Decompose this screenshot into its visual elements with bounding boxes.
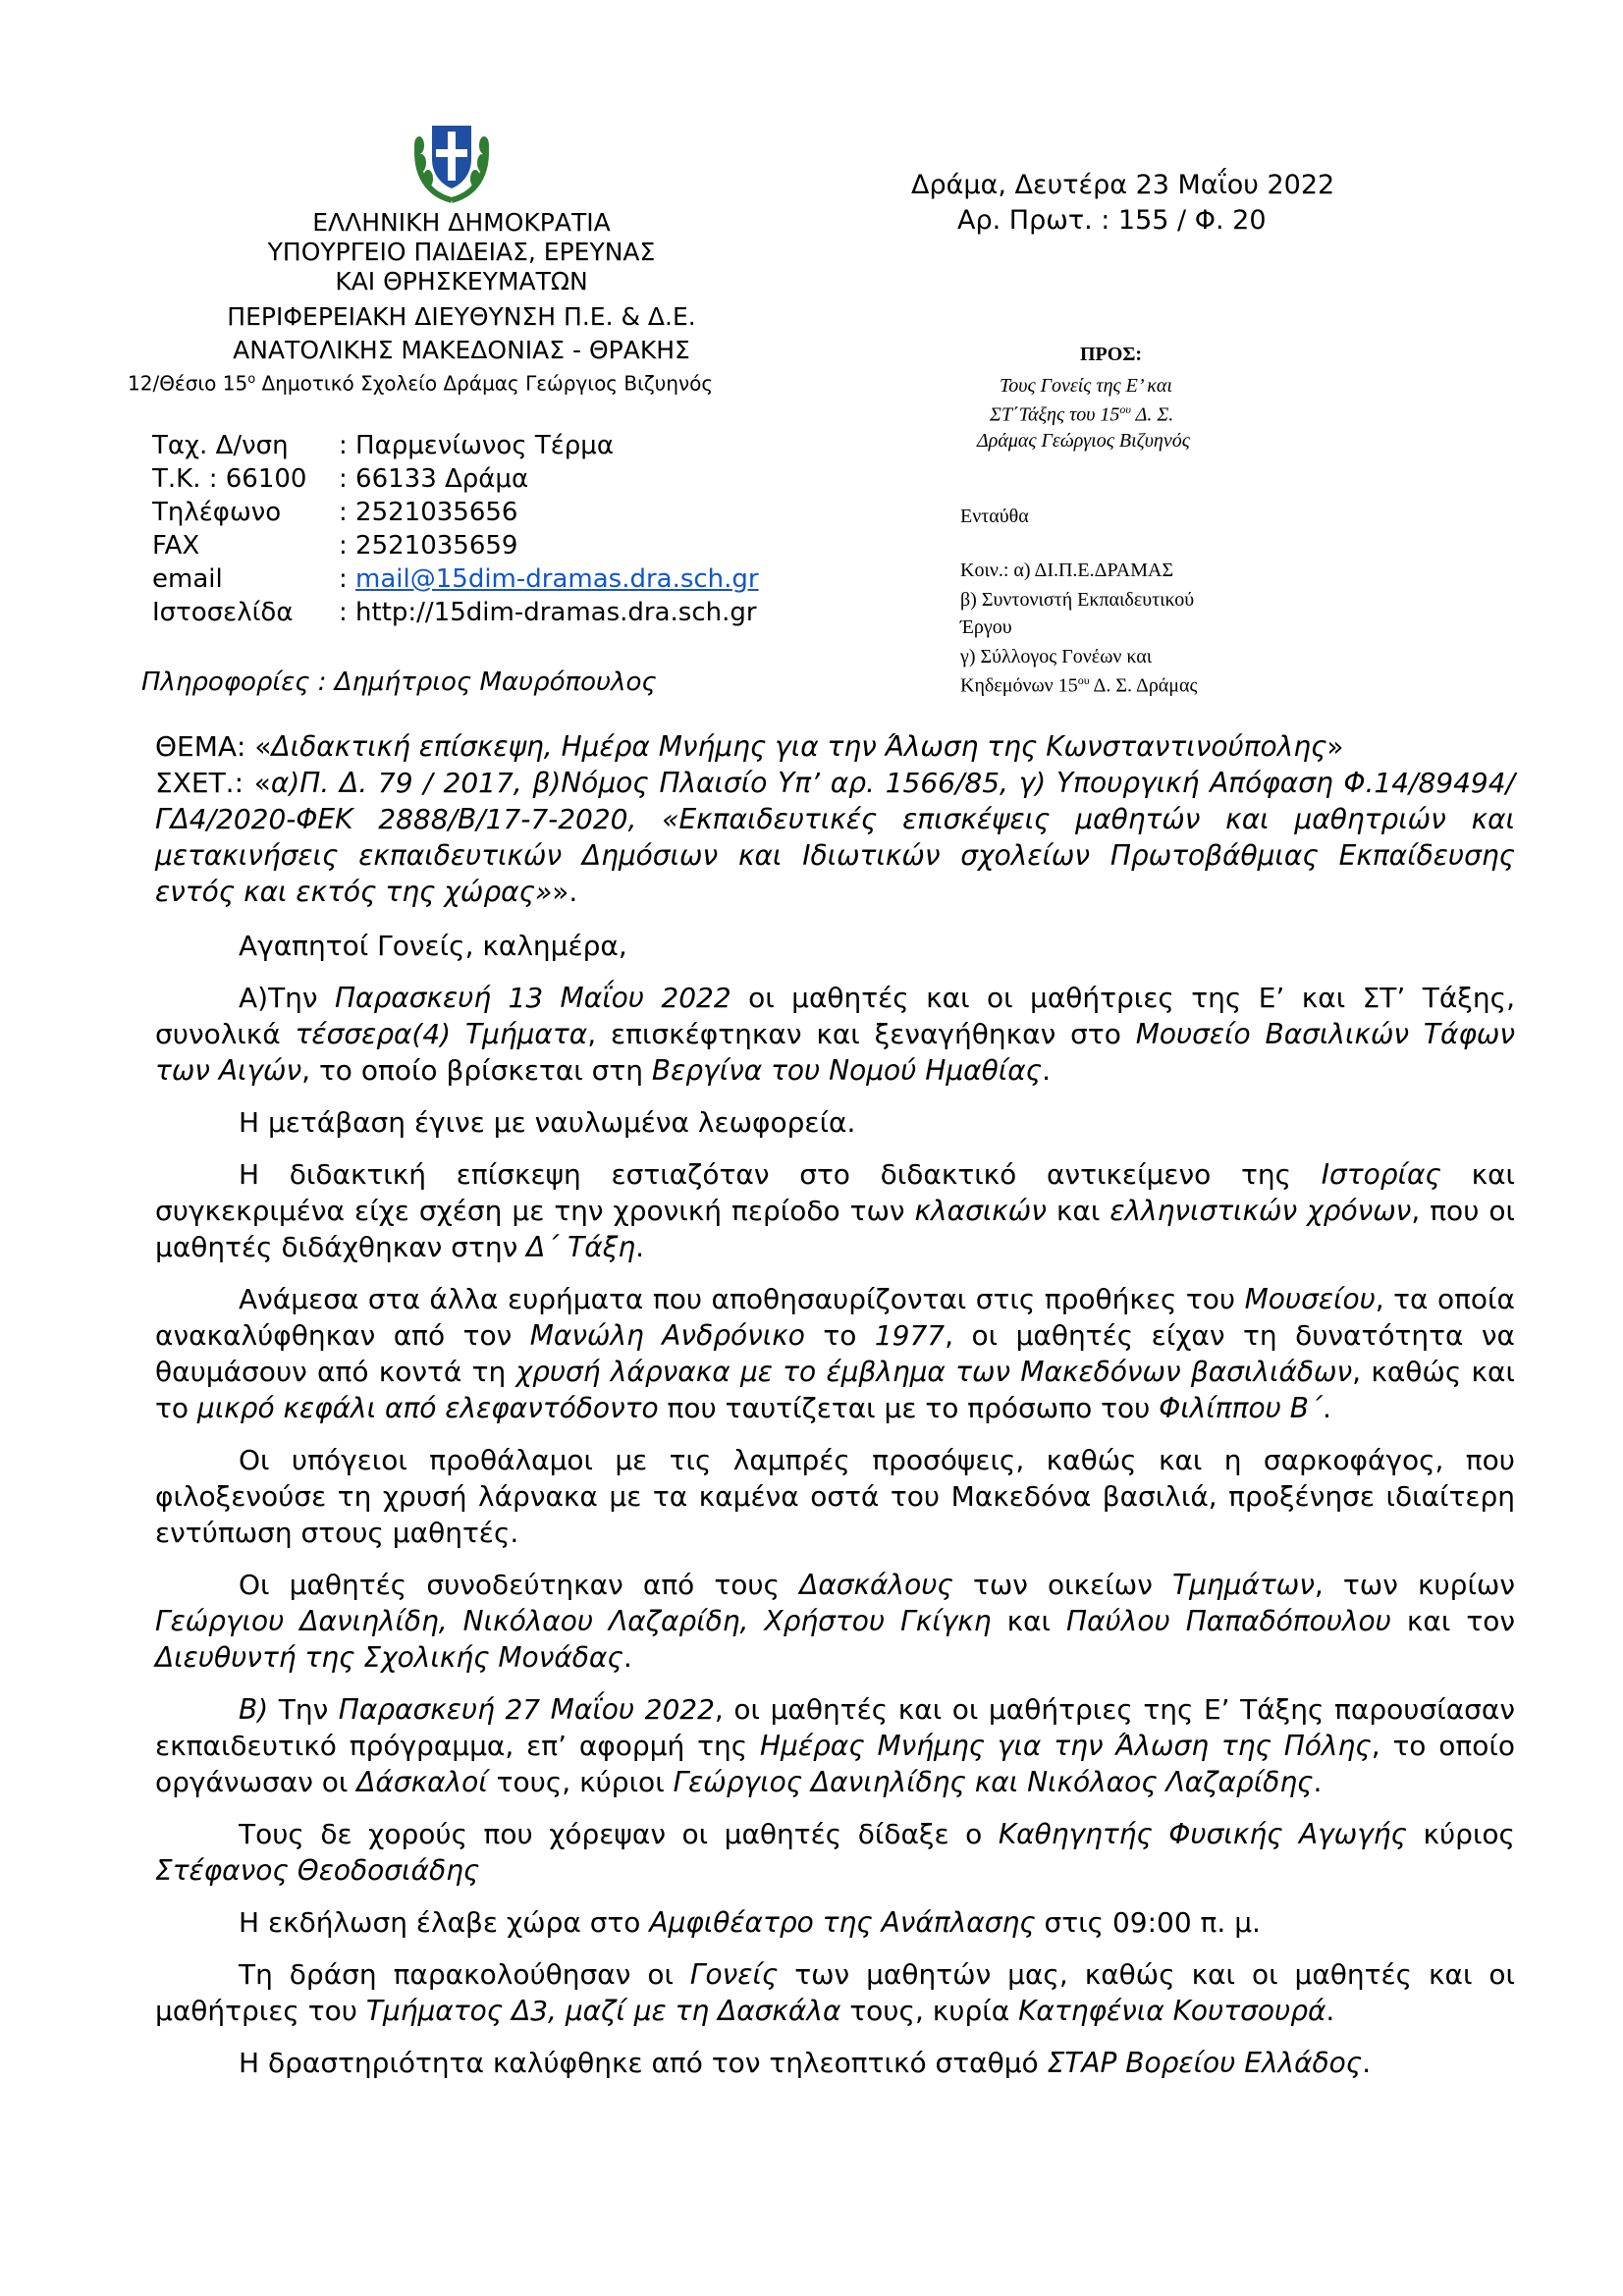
school-name: 12/Θέσιο $15^o$ Δημοτικό Σχολείο Δράμας Γεώργιος Βιζυηνός: [128, 371, 714, 396]
cc-line-5: Κηδεμόνων $15^{o\upsilon}$ Δ. Σ. Δράμας: [960, 673, 1198, 697]
info-line: Πληροφορίες : Δημήτριος Μαυρόπουλος: [141, 667, 657, 697]
cc-line-3: Έργου: [960, 616, 1012, 638]
cc-line-4: γ) Σύλλογος Γονέων και: [960, 646, 1153, 667]
paragraph-5: Οι υπόγειοι προθάλαμοι με τις λαμπρές προσόψεις, καθώς και η σαρκοφάγος, που φιλοξενούσε τη χρυσή λάρνακα με τα καμένα οστά του Μακεδόνα βασιλιά, προξένησε ιδιαίτερη εντύπωση στους μαθητές.: [155, 1444, 1515, 1549]
paragraph-11: Η δραστηριότητα καλύφθηκε από τον τηλεοπτικό σταθμό ΣΤΑΡ Βορείου Ελλάδος.: [239, 2047, 1372, 2079]
paragraph-8: Τους δε χορούς που χόρεψαν οι μαθητές δίδαξε ο Καθηγητής Φυσικής Αγωγής κύριος Στέφανος Θεοδοσιάδης: [155, 1818, 1515, 1887]
reference-line: ΣΧΕΤ.: «α)Π. Δ. 79 / 2017, β)Νόμος Πλαισίο Υπ’ αρ. 1566/85, γ) Υπουργική Απόφαση Φ.14/89494/ΓΔ4/2020-ΦΕΚ 2888/Β/17-7-2020, «Εκπαιδευτικές επισκέψεις μαθητών και μαθητριών και μετακινήσεις εκπαιδευτικών Δημόσιων και Ιδιωτικών σχολείων Πρωτοβάθμιας Εκπαίδευσης εντός και εκτός της χώρας»».: [155, 767, 1515, 908]
header-line-4: ΠΕΡΙΦΕΡΕΙΑΚΗ ΔΙΕΥΘΥΝΣΗ Π.Ε. & Δ.Ε.: [227, 302, 696, 331]
address-row: Ιστοσελίδα : http://15dim-dramas.dra.sch.gr: [152, 598, 757, 627]
paragraph-1: Α)Την Παρασκευή 13 Μαΐου 2022 οι μαθητές και οι μαθήτριες της Ε’ και ΣΤ’ Τάξης, συνολικά τέσσερα(4) Τμήματα, επισκέφτηκαν και ξεναγήθηκαν στο Μουσείο Βασιλικών Τάφων των Αιγών, το οποίο βρίσκεται στη Βεργίνα του Νομού Ημαθίας.: [155, 982, 1516, 1087]
email-link[interactable]: mail@15dim-dramas.dra.sch.gr: [355, 564, 759, 594]
paragraph-7: Β) Την Παρασκευή 27 Μαΐου 2022, οι μαθητές και οι μαθήτριες της Ε’ Τάξης παρουσίασαν εκπαιδευτικό πρόγραμμα, επ’ αφορμή της Ημέρας Μνήμης για την Άλωση της Πόλης, το οποίο οργάνωσαν οι Δάσκαλοί τους, κύριοι Γεώργιος Δανιηλίδης και Νικόλαος Λαζαρίδης.: [155, 1693, 1516, 1798]
header-line-2: ΥΠΟΥΡΓΕΙΟ ΠΑΙΔΕΙΑΣ, ΕΡΕΥΝΑΣ: [267, 238, 656, 266]
paragraph-9: Η εκδήλωση έλαβε χώρα στο Αμφιθέατρο της Ανάπλασης στις 09:00 π. μ.: [239, 1906, 1261, 1939]
letter-body: [155, 728, 1515, 2097]
cc-line-1: Κοιν.: α) ΔΙ.Π.Ε.ΔΡΑΜΑΣ: [960, 560, 1174, 581]
paragraph-6: Οι μαθητές συνοδεύτηκαν από τους Δασκάλους των οικείων Τμημάτων, των κυρίων Γεώργιου Δανιηλίδη, Νικόλαου Λαζαρίδη, Χρήστου Γκίγκη και Παύλου Παπαδόπουλου και τον Διευθυντή της Σχολικής Μονάδας.: [155, 1569, 1516, 1674]
address-row: FAX : 2521035659: [152, 531, 518, 561]
coat-of-arms-emblem: [410, 116, 493, 206]
recipients-line-1: Τους Γονείς της Ε’ και: [1000, 375, 1172, 397]
protocol-line: Αρ. Πρωτ. : 155 / Φ. 20: [957, 205, 1267, 236]
date-line: Δράμα, Δευτέρα 23 Μαΐου 2022: [911, 170, 1335, 200]
paragraph-3: Η διδακτική επίσκεψη εστιαζόταν στο διδακτικό αντικείμενο της Ιστορίας και συγκεκριμένα είχε σχέση με την χρονική περίοδο των κλασικών και ελληνιστικών χρόνων, που οι μαθητές διδάχθηκαν στην Δ΄ Τάξη.: [155, 1158, 1515, 1263]
address-row: Ταχ. Δ/νση : Παρμενίωνος Τέρμα: [152, 431, 614, 460]
greek-coat-of-arms-icon: [410, 116, 493, 206]
recipients-line-2: ΣΤ΄Τάξης του $15^{o\upsilon}$ Δ. Σ.: [990, 402, 1174, 426]
header-line-5: ΑΝΑΤΟΛΙΚΗΣ ΜΑΚΕΔΟΝΙΑΣ - ΘΡΑΚΗΣ: [233, 336, 690, 364]
cc-line-2: β) Συντονιστή Εκπαιδευτικού: [960, 589, 1195, 611]
recipients-line-3: Δράμας Γεώργιος Βιζυηνός: [977, 430, 1190, 452]
header-line-1: ΕΛΛΗΝΙΚΗ ΔΗΜΟΚΡΑΤΙΑ: [312, 208, 611, 237]
greeting: Αγαπητοί Γονείς, καλημέρα,: [239, 930, 627, 962]
header-line-3: ΚΑΙ ΘΡΗΣΚΕΥΜΑΤΩΝ: [335, 267, 588, 295]
recipients-here: Ενταύθα: [960, 506, 1029, 527]
paragraph-2: Η μετάβαση έγινε με ναυλωμένα λεωφορεία.: [239, 1106, 856, 1139]
address-row: Τηλέφωνο : 2521035656: [152, 498, 518, 527]
recipients-title: ΠΡΟΣ:: [1080, 344, 1143, 365]
subject-line: ΘΕΜΑ: «Διδακτική επίσκεψη, Ημέρα Μνήμης για την Άλωση της Κωνσταντινούπολης»: [155, 730, 1344, 763]
address-row: Τ.Κ. : 66100 : 66133 Δράμα: [152, 464, 529, 494]
paragraph-10: Τη δράση παρακολούθησαν οι Γονείς των μαθητών μας, καθώς και οι μαθητές και οι μαθήτριες του Τμήματος Δ3, μαζί με τη Δασκάλα τους, κυρία Κατηφένια Κουτσουρά.: [155, 1958, 1516, 2027]
paragraph-4: Ανάμεσα στα άλλα ευρήματα που αποθησαυρίζονται στις προθήκες του Μουσείου, τα οποία ανακαλύφθηκαν από τον Μανώλη Ανδρόνικο το 1977, οι μαθητές είχαν τη δυνατότητα να θαυμάσουν από κοντά τη χρυσή λάρνακα με το έμβλημα των Μακεδόνων βασιλιάδων, καθώς και το μικρό κεφάλι από ελεφαντόδοντο που ταυτίζεται με το πρόσωπο του Φιλίππου Β΄.: [155, 1283, 1516, 1424]
address-row: email : mail@15dim-dramas.dra.sch.gr: [152, 564, 759, 594]
